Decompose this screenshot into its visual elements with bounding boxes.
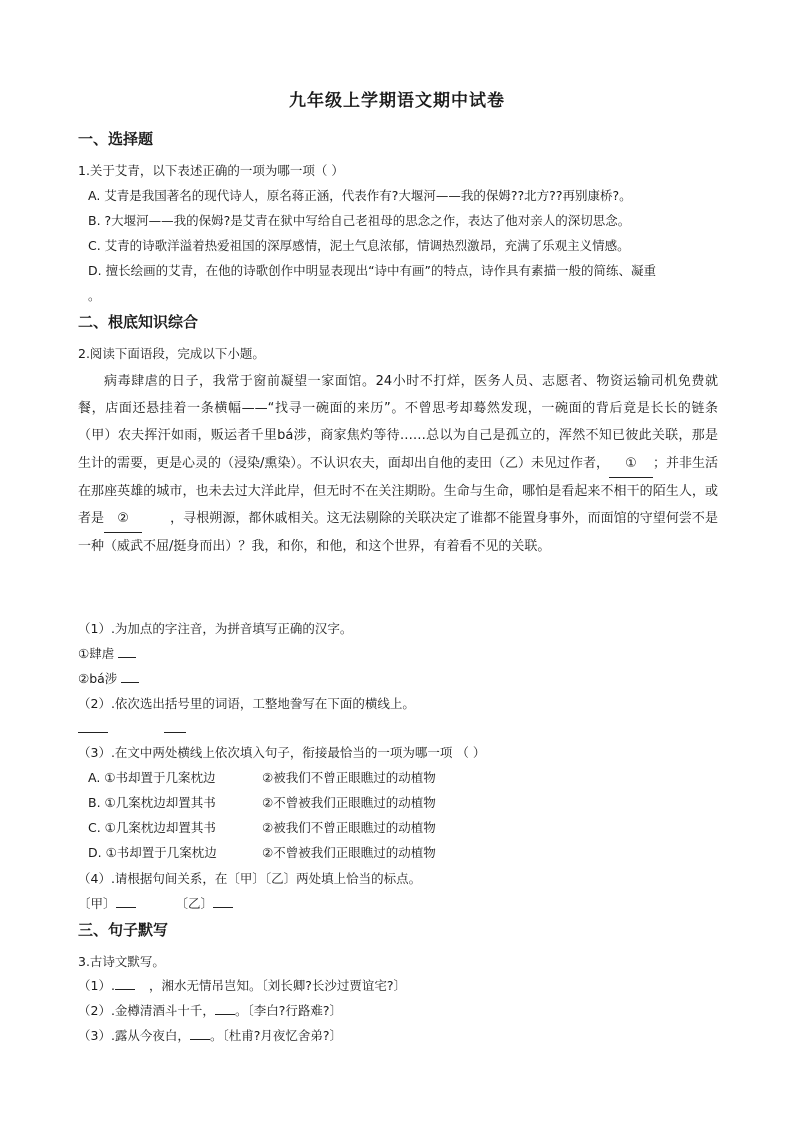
section-heading-basics: 二、根底知识综合 [78, 313, 199, 331]
option-c-part1: C. ①几案枕边却置其书 [88, 820, 216, 835]
section-heading-recitation: 三、句子默写 [78, 921, 169, 939]
q3-item-3 [78, 1028, 342, 1044]
q2-sub3: （3）.在文中两处横线上依次填入句子，衔接最恰当的一项为哪一项 （ ） [78, 745, 486, 760]
q1-stem: 1.关于艾青，以下表述正确的一项为哪一项（ ） [78, 163, 344, 178]
option-d-part2: ②不曾被我们正眼瞧过的动植物 [262, 845, 436, 860]
q2-sub3-option-d [88, 845, 436, 861]
q2-sub3-option-a [88, 770, 436, 786]
option-a-part1: A. ①书却置于几案枕边 [88, 770, 216, 785]
passage-part-3: ；并非生活在那座英雄的城市，也未去过大洋此岸，但无时不在关注期盼。生命与生命，哪怕是看起来不相干的陌生人，或者是 [78, 455, 718, 527]
q3-item-1 [78, 978, 406, 994]
option-d-part1: D. ①书却置于几案枕边 [88, 845, 217, 860]
option-b-part2: ②不曾被我们正眼瞧过的动植物 [262, 795, 436, 810]
answer-blank [215, 1014, 235, 1015]
sub4-label-yi: 〔乙〕 [175, 896, 214, 911]
exam-title: 九年级上学期语文期中试卷 [289, 91, 505, 111]
q2-sub1-item-a [78, 646, 136, 662]
q1-option-c: C. 艾青的诗歌洋溢着热爱祖国的深厚感情，泥土气息浓郁，情调热烈激昂，充满了乐观主义情感。 [88, 238, 630, 253]
answer-blank [164, 732, 186, 733]
reading-passage [78, 368, 718, 560]
q3-item-3-text: 。〔杜甫?月夜忆舍弟?〕 [209, 1028, 342, 1043]
q2-sub4-answers [78, 896, 233, 912]
answer-blank [121, 682, 139, 683]
q1-option-d-tail: 。 [88, 288, 101, 303]
answer-blank [78, 732, 108, 733]
q2-sub3-option-b [88, 795, 436, 811]
q3-item-3-prefix: （3）.露从今夜白， [78, 1028, 190, 1043]
q3-item-1-text: ，湘水无情吊岂知。〔刘长卿?长沙过贾谊宅?〕 [148, 978, 406, 993]
answer-blank [116, 907, 136, 908]
section-heading-choice: 一、选择题 [78, 130, 154, 148]
q2-sub1: （1）.为加点的字注音，为拼音填写正确的汉字。 [78, 621, 353, 636]
q3-item-2-prefix: （2）.金樽清酒斗十千， [78, 1003, 215, 1018]
passage-part-1: 病毒肆虐的日子，我常于窗前凝望一家面馆。24小时不打烊，医务人员、志愿者、物资运输司机免费就餐，店面还悬挂着一条横幅——“找寻一碗面的来历”。不曾思考却蓦然发现，一碗面的背后竟是长长的链条（甲）农夫挥汗如雨，贩运者千里 [78, 374, 718, 444]
q2-sub3-option-c [88, 820, 436, 836]
pinyin-ba: bá [277, 428, 294, 444]
sub1-item-a-text: ①肆虐 [78, 646, 115, 661]
passage-part-2: 涉，商家焦灼等待……总以为自己是孤立的，浑然不知已彼此关联，那是生计的需要，更是心灵的（浸染/熏染）。不认识农夫，面却出自他的麦田（乙）未见过作者， [78, 428, 718, 471]
q3-item-1-prefix: （1）. [78, 978, 115, 993]
passage-blank-2: ② [104, 505, 142, 533]
answer-blank [115, 989, 135, 990]
sub4-label-jia: 〔甲〕 [78, 896, 116, 911]
q2-sub2: （2）.依次选出括号里的词语，工整地誊写在下面的横线上。 [78, 696, 415, 711]
q2-stem: 2.阅读下面语段，完成以下小题。 [78, 346, 265, 361]
passage-part-4: ，寻根朔源，都休戚相关。这无法剔除的关联决定了谁都不能置身事外，而面馆的守望何尝不是一种（威武不屈/挺身而出）？我，和你，和他，和这个世界，有着看不见的关联。 [78, 511, 718, 555]
answer-blank [190, 1039, 210, 1040]
sub1-item-b-text: ②bá涉 [78, 671, 118, 686]
q3-stem: 3.古诗文默写。 [78, 954, 165, 969]
q3-item-2 [78, 1003, 342, 1019]
passage-blank-1: ① [609, 450, 653, 478]
q3-item-2-text: 。〔李白?行路难?〕 [234, 1003, 342, 1018]
option-a-part2: ②被我们不曾正眼瞧过的动植物 [262, 770, 436, 785]
q1-option-d: D. 擅长绘画的艾青，在他的诗歌创作中明显表现出“诗中有画”的特点，诗作具有素描一般的简练、凝重 [88, 263, 657, 278]
q2-sub4: （4）.请根据句间关系，在〔甲〕〔乙〕两处填上恰当的标点。 [78, 871, 422, 886]
answer-blank [118, 657, 136, 658]
q2-sub2-answer-lines [78, 721, 186, 737]
option-b-part1: B. ①几案枕边却置其书 [88, 795, 216, 810]
option-c-part2: ②被我们不曾正眼瞧过的动植物 [262, 820, 436, 835]
q1-option-a: A. 艾青是我国著名的现代诗人，原名蒋正涵，代表作有?大堰河——我的保姆??北方??再别康桥?。 [88, 188, 632, 203]
answer-blank [213, 907, 233, 908]
q1-option-b: B. ?大堰河——我的保姆?是艾青在狱中写给自己老祖母的思念之作，表达了他对亲人的深切思念。 [88, 213, 631, 228]
q2-sub1-item-b [78, 671, 139, 687]
